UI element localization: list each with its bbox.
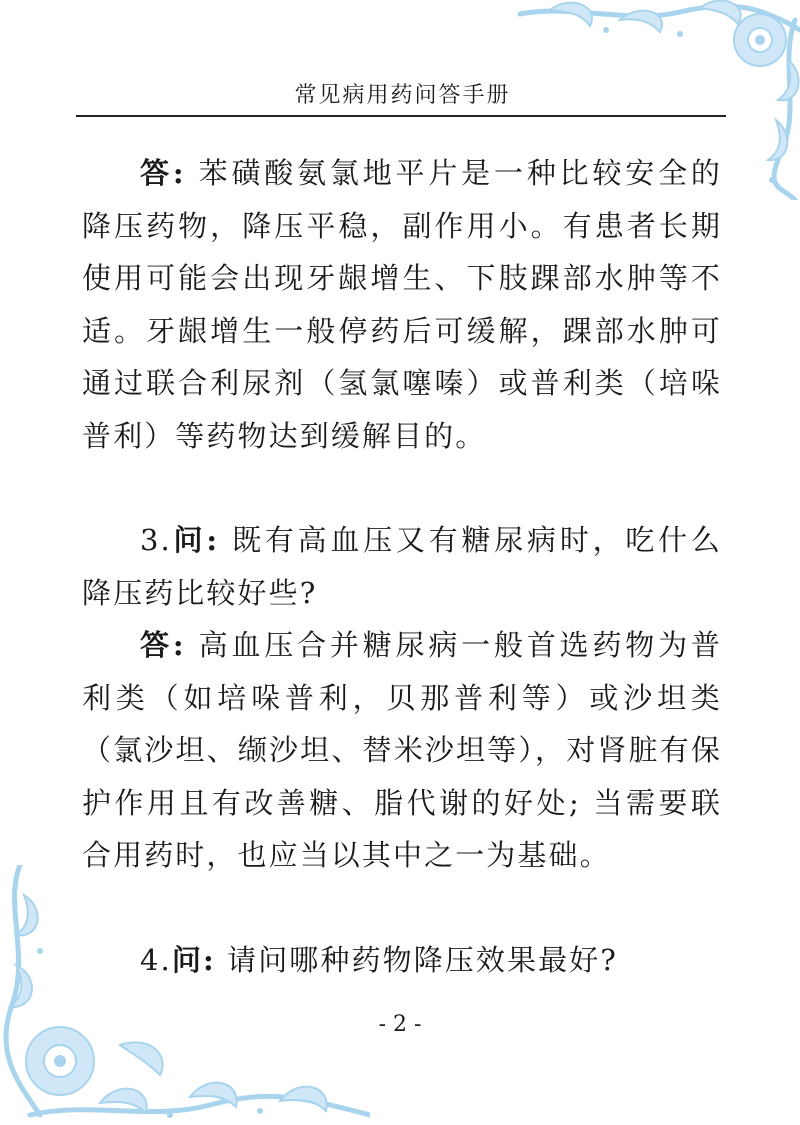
page-number: - 2 - [378,1012,422,1037]
question-number: 3. [140,523,172,557]
question-number: 4. [140,942,172,977]
section-spacer [82,882,722,934]
answer-paragraph-2 [82,147,722,462]
running-header-title: 常见病用药问答手册 [294,83,511,108]
answer-label: 答: [140,628,186,662]
question-paragraph-3 [82,514,722,619]
answer-text: 苯磺酸氨氯地平片是一种比较安全的降压药物，降压平稳，副作用小。有患者长期使用可能会出现牙龈增生、下肢踝部水肿等不适。牙龈增生一般停药后可缓解，踝部水肿可通过联合利尿剂（氢氯噻嗪）或普利类（培哚普利）等药物达到缓解目的。 [82,156,722,453]
question-paragraph-4 [82,934,722,987]
document-body [82,147,722,986]
question-label: 问: [171,523,220,557]
question-label: 问: [171,942,216,977]
answer-label: 答: [140,156,186,190]
question-text: 请问哪种药物降压效果最好? [215,942,618,977]
header-divider [76,115,726,117]
question-text: 既有高血压又有糖尿病时，吃什么降压药比较好些? [82,523,722,610]
answer-paragraph-3 [82,619,722,882]
section-spacer [82,462,722,514]
answer-text: 高血压合并糖尿病一般首选药物为普利类（如培哚普利，贝那普利等）或沙坦类（氯沙坦、缬沙坦、替米沙坦等），对肾脏有保护作用且有改善糖、脂代谢的好处; 当需要联合用药时，也应当以其中之一为基础。 [82,628,722,872]
